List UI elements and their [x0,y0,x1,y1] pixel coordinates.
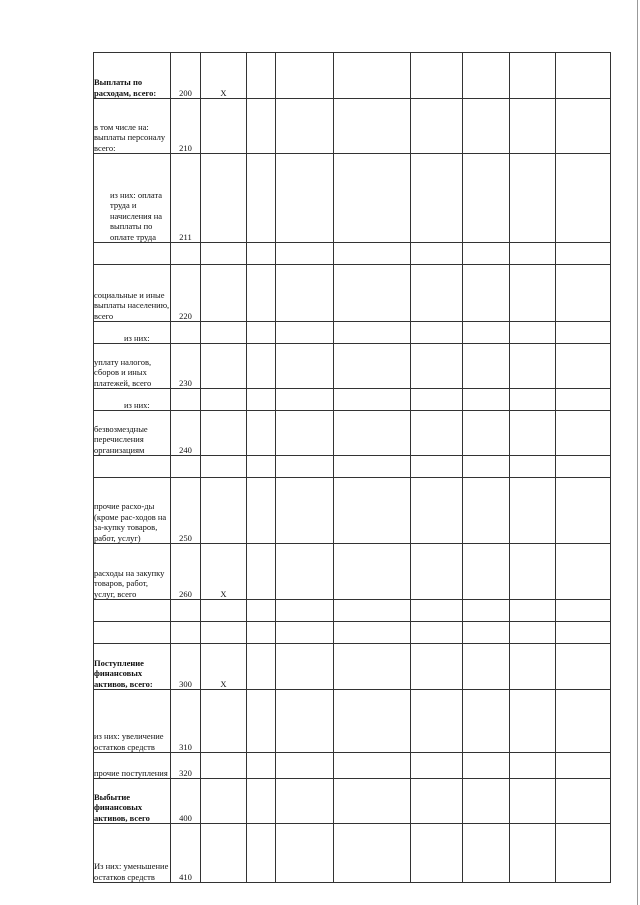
row-x-mark [201,622,247,644]
empty-value-cell [463,99,510,154]
row-x-mark [201,779,247,824]
empty-value-cell [556,690,611,753]
table-row [94,600,611,622]
empty-value-cell [510,411,556,456]
empty-value-cell [463,344,510,389]
row-label [94,622,171,644]
row-label: в том числе на: выплаты персоналу всего: [94,99,171,154]
empty-value-cell [276,265,334,322]
row-x-mark [201,824,247,883]
empty-value-cell [510,478,556,544]
empty-value-cell [334,753,411,779]
empty-value-cell [463,690,510,753]
row-x-mark [201,456,247,478]
empty-value-cell [276,322,334,344]
empty-value-cell [463,243,510,265]
empty-value-cell [411,243,463,265]
empty-value-cell [411,824,463,883]
empty-value-cell [334,600,411,622]
row-code: 410 [171,824,201,883]
table-row [94,344,611,389]
row-code [171,456,201,478]
row-label [94,243,171,265]
empty-value-cell [411,779,463,824]
table-row [94,779,611,824]
empty-value-cell [411,53,463,99]
empty-value-cell [334,622,411,644]
row-code: 250 [171,478,201,544]
empty-value-cell [411,753,463,779]
empty-value-cell [556,243,611,265]
row-code: 211 [171,154,201,243]
empty-value-cell [556,53,611,99]
empty-value-cell [463,389,510,411]
row-label: Из них: уменьшение остатков средств [94,824,171,883]
empty-value-cell [510,544,556,600]
empty-value-cell [334,478,411,544]
empty-value-cell [247,243,276,265]
empty-value-cell [510,243,556,265]
empty-value-cell [247,411,276,456]
empty-value-cell [247,344,276,389]
empty-value-cell [510,456,556,478]
row-x-mark: X [201,644,247,690]
empty-value-cell [247,824,276,883]
empty-value-cell [247,779,276,824]
empty-value-cell [463,154,510,243]
table-row [94,389,611,411]
empty-value-cell [334,779,411,824]
empty-value-cell [334,544,411,600]
empty-value-cell [556,779,611,824]
table-row [94,411,611,456]
empty-value-cell [463,265,510,322]
empty-value-cell [276,824,334,883]
row-x-mark [201,322,247,344]
empty-value-cell [411,456,463,478]
row-x-mark [201,600,247,622]
empty-value-cell [411,411,463,456]
empty-value-cell [556,544,611,600]
empty-value-cell [276,456,334,478]
row-code [171,600,201,622]
empty-value-cell [411,322,463,344]
row-label: Поступление финансовых активов, всего: [94,644,171,690]
empty-value-cell [334,99,411,154]
row-label: из них: [94,389,171,411]
empty-value-cell [247,753,276,779]
empty-value-cell [276,690,334,753]
row-x-mark [201,344,247,389]
empty-value-cell [334,154,411,243]
empty-value-cell [247,690,276,753]
empty-value-cell [276,411,334,456]
row-code: 300 [171,644,201,690]
row-code [171,389,201,411]
empty-value-cell [556,411,611,456]
empty-value-cell [556,600,611,622]
row-label: прочие поступления [94,753,171,779]
empty-value-cell [556,622,611,644]
row-x-mark: X [201,544,247,600]
empty-value-cell [556,753,611,779]
empty-value-cell [411,99,463,154]
empty-value-cell [334,344,411,389]
empty-value-cell [411,154,463,243]
row-code: 260 [171,544,201,600]
table-row [94,690,611,753]
empty-value-cell [247,265,276,322]
empty-value-cell [334,824,411,883]
row-code [171,622,201,644]
financial-plan-table [93,52,611,883]
empty-value-cell [510,753,556,779]
table-row [94,622,611,644]
row-x-mark [201,411,247,456]
empty-value-cell [463,544,510,600]
row-code: 310 [171,690,201,753]
empty-value-cell [510,99,556,154]
row-x-mark [201,690,247,753]
row-x-mark [201,265,247,322]
empty-value-cell [510,600,556,622]
row-label: из них: оплата труда и начисления на выплаты по оплате труда [94,154,171,243]
row-code: 320 [171,753,201,779]
empty-value-cell [334,411,411,456]
empty-value-cell [247,478,276,544]
row-label [94,600,171,622]
table-row [94,544,611,600]
empty-value-cell [276,779,334,824]
table-row [94,322,611,344]
empty-value-cell [556,344,611,389]
row-x-mark [201,243,247,265]
empty-value-cell [556,99,611,154]
empty-value-cell [463,478,510,544]
empty-value-cell [247,544,276,600]
empty-value-cell [556,265,611,322]
empty-value-cell [276,622,334,644]
empty-value-cell [463,779,510,824]
table-row [94,53,611,99]
row-label: прочие расхо-ды (кроме рас-ходов на за-купку товаров, работ, услуг) [94,478,171,544]
empty-value-cell [276,600,334,622]
empty-value-cell [276,478,334,544]
empty-value-cell [510,622,556,644]
empty-value-cell [510,389,556,411]
row-label: расходы на закупку товаров, работ, услуг, всего [94,544,171,600]
empty-value-cell [276,753,334,779]
row-code: 230 [171,344,201,389]
empty-value-cell [556,478,611,544]
empty-value-cell [411,265,463,322]
empty-value-cell [247,622,276,644]
empty-value-cell [510,779,556,824]
table-row [94,456,611,478]
row-x-mark: X [201,53,247,99]
empty-value-cell [510,344,556,389]
empty-value-cell [510,690,556,753]
empty-value-cell [463,411,510,456]
empty-value-cell [276,99,334,154]
empty-value-cell [276,389,334,411]
empty-value-cell [411,644,463,690]
row-label [94,456,171,478]
row-label: из них: [94,322,171,344]
empty-value-cell [556,456,611,478]
empty-value-cell [510,322,556,344]
empty-value-cell [247,600,276,622]
empty-value-cell [463,644,510,690]
empty-value-cell [463,622,510,644]
empty-value-cell [411,622,463,644]
empty-value-cell [247,456,276,478]
row-x-mark [201,154,247,243]
empty-value-cell [556,154,611,243]
row-x-mark [201,389,247,411]
row-label: социальные и иные выплаты населению, всего [94,265,171,322]
row-x-mark [201,478,247,544]
row-code: 400 [171,779,201,824]
table-row [94,99,611,154]
row-label: Выбытие финансовых активов, всего [94,779,171,824]
row-label: Выплаты по расходам, всего: [94,53,171,99]
empty-value-cell [463,600,510,622]
row-label: из них: увеличение остатков средств [94,690,171,753]
empty-value-cell [247,53,276,99]
table-row [94,824,611,883]
empty-value-cell [247,154,276,243]
empty-value-cell [463,753,510,779]
empty-value-cell [510,154,556,243]
empty-value-cell [510,824,556,883]
row-code: 210 [171,99,201,154]
row-code: 240 [171,411,201,456]
empty-value-cell [247,389,276,411]
empty-value-cell [463,456,510,478]
row-code: 220 [171,265,201,322]
empty-value-cell [334,53,411,99]
empty-value-cell [334,690,411,753]
empty-value-cell [411,690,463,753]
empty-value-cell [510,265,556,322]
row-code [171,322,201,344]
empty-value-cell [247,99,276,154]
table-row [94,154,611,243]
empty-value-cell [411,600,463,622]
table-row [94,265,611,322]
empty-value-cell [510,644,556,690]
row-x-mark [201,753,247,779]
empty-value-cell [334,644,411,690]
empty-value-cell [247,322,276,344]
empty-value-cell [276,243,334,265]
empty-value-cell [463,53,510,99]
empty-value-cell [334,456,411,478]
empty-value-cell [411,389,463,411]
page-edge-line [637,0,638,905]
empty-value-cell [247,644,276,690]
empty-value-cell [276,53,334,99]
row-code [171,243,201,265]
empty-value-cell [556,644,611,690]
row-label: безвозмездные перечисления организациям [94,411,171,456]
row-code: 200 [171,53,201,99]
table-row [94,243,611,265]
empty-value-cell [411,478,463,544]
empty-value-cell [556,322,611,344]
empty-value-cell [334,322,411,344]
empty-value-cell [411,344,463,389]
row-x-mark [201,99,247,154]
empty-value-cell [334,389,411,411]
table-row [94,644,611,690]
empty-value-cell [276,154,334,243]
empty-value-cell [463,322,510,344]
row-label: уплату налогов, сборов и иных платежей, всего [94,344,171,389]
empty-value-cell [510,53,556,99]
empty-value-cell [276,644,334,690]
empty-value-cell [463,824,510,883]
table-row [94,753,611,779]
empty-value-cell [276,544,334,600]
empty-value-cell [334,265,411,322]
table-row [94,478,611,544]
empty-value-cell [276,344,334,389]
empty-value-cell [556,824,611,883]
empty-value-cell [411,544,463,600]
empty-value-cell [334,243,411,265]
empty-value-cell [556,389,611,411]
